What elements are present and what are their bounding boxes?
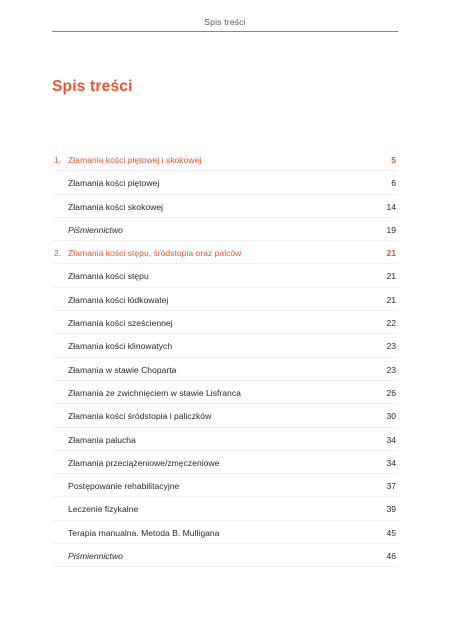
toc-chapter-number: 1. <box>54 155 62 165</box>
toc-entry <box>52 474 398 497</box>
toc-entry-label: Leczenie fizykalne <box>68 504 139 515</box>
toc-entry-label: Złamania kości piętowej i skokowej <box>68 155 202 165</box>
toc-page-number: 39 <box>386 504 396 515</box>
toc-entry <box>52 404 398 427</box>
toc-entry-label: Złamania kości klinowatych <box>68 341 173 352</box>
toc-entry <box>52 311 398 334</box>
toc-page-number: 26 <box>386 387 396 398</box>
toc-page-number: 37 <box>386 481 396 492</box>
toc-entry <box>52 264 398 287</box>
toc-chapter-number: 2. <box>54 248 62 259</box>
toc-entry-label: Złamania kości sześciennej <box>68 318 173 329</box>
toc-page-number: 6 <box>391 178 396 189</box>
toc-entry-label: Złamania palucha <box>68 434 136 445</box>
header-rule <box>52 31 398 32</box>
toc-page-number: 21 <box>386 294 396 305</box>
toc-page-number: 45 <box>386 527 396 538</box>
toc-page-number: 21 <box>386 271 396 282</box>
table-of-contents <box>52 148 398 567</box>
toc-entry <box>52 334 398 357</box>
toc-page-number: 30 <box>386 411 396 422</box>
toc-entry <box>52 195 398 218</box>
toc-chapter-entry <box>52 148 398 171</box>
toc-page-number: 14 <box>386 201 396 212</box>
toc-page-number: 5 <box>391 155 396 165</box>
toc-entry-label: Złamania ze zwichnięciem w stawie Lisfranca <box>68 387 241 398</box>
toc-page-number: 21 <box>386 248 396 259</box>
toc-entry <box>52 428 398 451</box>
toc-entry <box>52 358 398 381</box>
toc-entry-label: Złamania w stawie Choparta <box>68 364 177 375</box>
toc-entry <box>52 171 398 194</box>
toc-entry-label: Złamania kości stępu <box>68 271 149 282</box>
toc-entry-label: Złamania kości skokowej <box>68 201 164 212</box>
toc-entry-label: Złamania kości łódkowatej <box>68 294 169 305</box>
toc-chapter-entry <box>52 241 398 264</box>
toc-page-number: 34 <box>386 434 396 445</box>
toc-entry-label: Postępowanie rehabilitacyjne <box>68 481 180 492</box>
toc-entry-label: Złamania przeciążeniowe/zmęczeniowe <box>68 457 220 468</box>
toc-entry <box>52 381 398 404</box>
toc-references-entry <box>52 544 398 567</box>
page-title: Spis treści <box>52 78 133 95</box>
toc-page-number: 23 <box>386 341 396 352</box>
toc-references-entry <box>52 218 398 241</box>
running-header: Spis treści <box>204 17 246 27</box>
toc-entry-label: Złamania kości stępu, śródstopia oraz palców <box>68 248 242 259</box>
toc-entry-label: Złamania kości piętowej <box>68 178 160 189</box>
toc-entry-label: Piśmiennictwo <box>68 224 123 235</box>
toc-entry <box>52 497 398 520</box>
toc-page-number: 19 <box>386 224 396 235</box>
toc-entry-label: Złamania kości śródstopia i paliczków <box>68 411 212 422</box>
toc-entry-label: Piśmiennictwo <box>68 551 123 562</box>
toc-entry <box>52 521 398 544</box>
toc-entry-label: Terapia manualna. Metoda B. Mulligana <box>68 527 220 538</box>
toc-page-number: 23 <box>386 364 396 375</box>
toc-entry <box>52 288 398 311</box>
toc-page-number: 46 <box>386 551 396 562</box>
toc-page-number: 22 <box>386 318 396 329</box>
toc-page-number: 34 <box>386 457 396 468</box>
toc-entry <box>52 451 398 474</box>
